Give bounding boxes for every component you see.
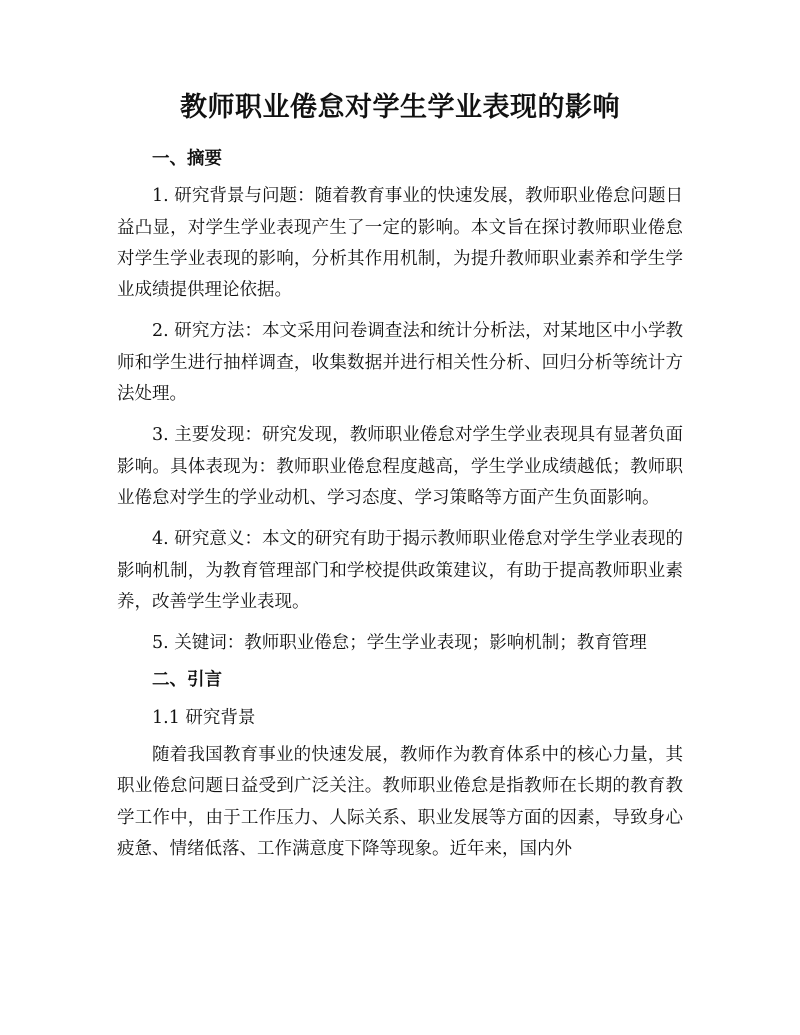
abstract-item-method: 2. 研究方法：本文采用问卷调查法和统计分析法，对某地区中小学教师和学生进行抽样调查，收集数据并进行相关性分析、回归分析等统计方法处理。: [117, 321, 683, 405]
abstract-item-findings: 3. 主要发现：研究发现，教师职业倦怠对学生学业表现具有显著负面影响。具体表现为：教师职业倦怠程度越高，学生学业成绩越低；教师职业倦怠对学生的学业动机、学习态度、学习策略等方面产生负面影响。: [117, 425, 683, 508]
subsection-heading-background: 1.1 研究背景: [152, 707, 256, 728]
section-heading-abstract: 一、摘要: [152, 149, 222, 169]
abstract-item-background: 1. 研究背景与问题：随着教育事业的快速发展，教师职业倦怠问题日益凸显，对学生学业表现产生了一定的影响。本文旨在探讨教师职业倦怠对学生学业表现的影响，分析其作用机制，为提升教师职业素养和学生学业成绩提供理论依据。: [117, 186, 683, 301]
abstract-item-significance: 4. 研究意义：本文的研究有助于揭示教师职业倦怠对学生学业表现的影响机制，为教育管理部门和学校提供政策建议，有助于提高教师职业素养，改善学生学业表现。: [117, 529, 683, 612]
abstract-item-keywords: 5. 关键词：教师职业倦怠；学生学业表现；影响机制；教育管理: [152, 633, 647, 654]
section-heading-intro: 二、引言: [152, 670, 222, 691]
document-body: [117, 144, 683, 865]
document-title: 教师职业倦怠对学生学业表现的影响: [180, 92, 620, 123]
intro-paragraph: 随着我国教育事业的快速发展，教师作为教育体系中的核心力量，其职业倦怠问题日益受到广泛关注。教师职业倦怠是指教师在长期的教育教学工作中，由于工作压力、人际关系、职业发展等方面的因素，导致身心疲惫、情绪低落、工作满意度下降等现象。近年来，国内外: [117, 745, 683, 859]
